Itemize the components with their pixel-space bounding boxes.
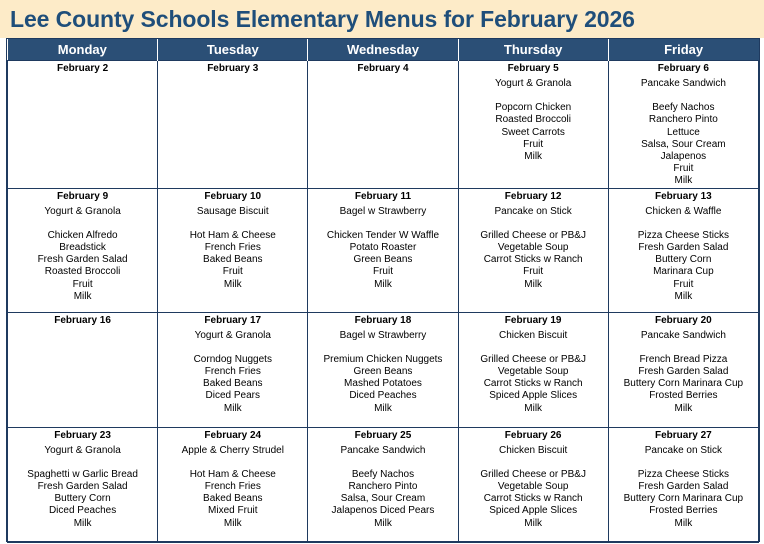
breakfast-item: Pancake Sandwich <box>640 78 726 89</box>
day-header-row <box>8 39 759 61</box>
lunch-item: Diced Peaches <box>349 390 417 402</box>
lunch-item: Hot Ham & Cheese <box>189 468 276 480</box>
day-date: February 23 <box>54 429 111 441</box>
lunch-item: Premium Chicken Nuggets <box>323 353 443 365</box>
lunch-item: Fresh Garden Salad <box>638 242 729 254</box>
lunch-item: Salsa, Sour Cream <box>340 493 426 505</box>
day-header-wednesday: Wednesday <box>308 39 458 61</box>
lunch-item: Milk <box>674 402 693 414</box>
day-header-monday: Monday <box>8 39 158 61</box>
lunch-item: Milk <box>374 517 392 529</box>
lunch-list <box>461 469 606 530</box>
lunch-item: Milk <box>674 517 693 529</box>
day-date: February 27 <box>655 429 712 441</box>
lunch-item: Milk <box>374 278 392 290</box>
breakfast-item: Pancake on Stick <box>644 444 722 456</box>
lunch-item: Carrot Sticks w Ranch <box>483 493 583 505</box>
day-cell <box>608 427 758 542</box>
breakfast-item: Pancake on Stick <box>494 205 572 217</box>
lunch-item: Marinara Cup <box>653 266 714 278</box>
lunch-item: Milk <box>674 175 693 187</box>
lunch-item: Beefy Nachos <box>652 102 715 114</box>
lunch-item: Sweet Carrots <box>501 126 565 138</box>
lunch-item: Fruit <box>673 278 694 290</box>
lunch-item: Potato Roaster <box>349 242 417 254</box>
day-cell <box>308 188 458 312</box>
day-cell <box>8 312 158 427</box>
day-date: February 6 <box>657 63 709 74</box>
day-cell <box>158 61 308 189</box>
week-row <box>8 312 759 427</box>
lunch-item: Jalapenos <box>660 151 707 163</box>
lunch-list <box>10 469 155 530</box>
lunch-item: Green Beans <box>353 366 413 378</box>
breakfast-item: Chicken Biscuit <box>498 329 568 341</box>
day-cell <box>608 61 758 189</box>
day-header-thursday: Thursday <box>458 39 608 61</box>
lunch-item: Fruit <box>222 266 243 278</box>
lunch-item: Milk <box>524 402 543 414</box>
lunch-item: Spiced Apple Slices <box>489 390 578 402</box>
week-row <box>8 61 759 189</box>
breakfast-item: Pancake Sandwich <box>340 444 426 456</box>
day-date: February 4 <box>357 63 409 74</box>
lunch-item: Vegetable Soup <box>497 366 569 378</box>
lunch-item: Fruit <box>673 163 694 175</box>
lunch-item: Chicken Tender W Waffle <box>326 229 440 241</box>
lunch-item: Ranchero Pinto <box>348 481 418 493</box>
day-cell <box>458 312 608 427</box>
day-cell <box>308 427 458 542</box>
day-date: February 3 <box>207 63 259 74</box>
lunch-list <box>160 469 305 530</box>
lunch-item: Pizza Cheese Sticks <box>637 229 729 241</box>
lunch-list <box>611 102 756 187</box>
day-date: February 18 <box>354 314 412 326</box>
day-date: February 5 <box>507 63 559 74</box>
lunch-item: Popcorn Chicken <box>495 102 572 114</box>
day-cell <box>308 312 458 427</box>
lunch-item: Milk <box>223 278 242 290</box>
day-date: February 12 <box>504 190 562 202</box>
lunch-item: Jalapenos Diced Pears <box>331 505 435 517</box>
lunch-item: French Fries <box>204 366 261 378</box>
lunch-item: Diced Pears <box>205 390 261 402</box>
day-date: February 17 <box>204 314 262 326</box>
lunch-item: Buttery Corn <box>54 493 111 505</box>
lunch-list <box>611 230 756 303</box>
lunch-item: Diced Peaches <box>48 505 117 517</box>
lunch-item: Baked Beans <box>203 378 263 390</box>
lunch-item: Fresh Garden Salad <box>37 254 128 266</box>
lunch-item: Vegetable Soup <box>497 481 569 493</box>
day-cell <box>158 188 308 312</box>
lunch-item: Pizza Cheese Sticks <box>637 468 729 480</box>
lunch-list <box>10 230 155 303</box>
week-row <box>8 188 759 312</box>
day-cell <box>608 312 758 427</box>
day-date: February 2 <box>57 63 109 74</box>
lunch-item: Corndog Nuggets <box>193 353 272 365</box>
lunch-item: Salsa, Sour Cream <box>641 138 726 150</box>
breakfast-item: Pancake Sandwich <box>640 329 726 341</box>
breakfast-item: Chicken & Waffle <box>645 205 722 217</box>
lunch-item: Grilled Cheese or PB&J <box>480 229 586 241</box>
lunch-item: Milk <box>374 402 392 414</box>
day-header-tuesday: Tuesday <box>158 39 308 61</box>
lunch-item: Fresh Garden Salad <box>37 481 128 493</box>
day-cell <box>158 427 308 542</box>
lunch-item: Grilled Cheese or PB&J <box>480 353 586 365</box>
lunch-item: Buttery Corn Marinara Cup <box>623 378 744 390</box>
breakfast-item: Yogurt & Granola <box>44 205 121 217</box>
lunch-item: Baked Beans <box>203 493 263 505</box>
lunch-item: French Bread Pizza <box>639 353 728 365</box>
breakfast-item: Bagel w Strawberry <box>339 329 427 341</box>
day-cell <box>158 312 308 427</box>
breakfast-item: Apple & Cherry Strudel <box>181 444 284 456</box>
lunch-item: Carrot Sticks w Ranch <box>483 254 583 266</box>
page-title: Lee County Schools Elementary Menus for February 2026 <box>10 6 635 32</box>
lunch-item: Vegetable Soup <box>497 242 569 254</box>
lunch-item: Breadstick <box>59 242 106 254</box>
lunch-item: Green Beans <box>353 254 413 266</box>
lunch-item: Fruit <box>523 266 544 278</box>
day-cell <box>8 427 158 542</box>
breakfast-item: Yogurt & Granola <box>194 329 271 341</box>
lunch-list <box>611 469 756 530</box>
lunch-item: French Fries <box>204 481 261 493</box>
lunch-list <box>461 354 606 415</box>
week-row <box>8 427 759 542</box>
day-cell <box>8 188 158 312</box>
lunch-item: Chicken Alfredo <box>47 229 118 241</box>
day-cell <box>608 188 758 312</box>
lunch-item: Fruit <box>72 278 93 290</box>
lunch-item: Milk <box>524 517 543 529</box>
menu-table <box>7 39 759 543</box>
lunch-list <box>461 102 606 163</box>
day-cell <box>8 61 158 189</box>
lunch-list <box>611 354 756 415</box>
breakfast-item: Yogurt & Granola <box>44 444 121 456</box>
lunch-item: Beefy Nachos <box>351 468 415 480</box>
lunch-item: Mixed Fruit <box>208 505 258 517</box>
day-date: February 25 <box>354 429 412 441</box>
breakfast-item: Chicken Biscuit <box>498 444 568 456</box>
lunch-item: Baked Beans <box>203 254 263 266</box>
day-date: February 16 <box>54 314 111 326</box>
title-bar <box>0 0 764 38</box>
day-date: February 19 <box>504 314 562 326</box>
day-date: February 20 <box>655 314 712 326</box>
lunch-list <box>160 230 305 291</box>
lunch-item: Roasted Broccoli <box>495 114 571 126</box>
lunch-item: Milk <box>73 517 92 529</box>
lunch-item: Hot Ham & Cheese <box>189 229 276 241</box>
breakfast-item: Sausage Biscuit <box>196 205 269 217</box>
lunch-list <box>310 230 455 291</box>
day-cell <box>308 61 458 189</box>
breakfast-item: Bagel w Strawberry <box>339 205 427 217</box>
day-cell <box>458 61 608 189</box>
lunch-item: Milk <box>73 290 92 302</box>
day-cell <box>458 188 608 312</box>
lunch-item: Milk <box>524 278 543 290</box>
day-date: February 26 <box>504 429 562 441</box>
day-date: February 24 <box>204 429 262 441</box>
day-date: February 11 <box>354 190 412 202</box>
lunch-item: Buttery Corn <box>655 254 712 266</box>
lunch-item: Carrot Sticks w Ranch <box>483 378 583 390</box>
day-header-friday: Friday <box>608 39 758 61</box>
lunch-list <box>461 230 606 291</box>
lunch-item: Frosted Berries <box>649 505 718 517</box>
lunch-item: Ranchero Pinto <box>648 114 718 126</box>
lunch-item: Milk <box>223 517 242 529</box>
day-date: February 9 <box>57 190 109 202</box>
day-date: February 10 <box>204 190 262 202</box>
day-date: February 13 <box>655 190 712 202</box>
lunch-item: Buttery Corn Marinara Cup <box>623 493 744 505</box>
lunch-item: Mashed Potatoes <box>344 378 422 390</box>
lunch-item: Milk <box>524 151 543 163</box>
lunch-item: Lettuce <box>666 126 700 138</box>
lunch-item: Spaghetti w Garlic Bread <box>27 468 138 480</box>
lunch-item: Grilled Cheese or PB&J <box>480 468 586 480</box>
lunch-item: Spiced Apple Slices <box>489 505 578 517</box>
breakfast-item: Yogurt & Granola <box>494 78 572 89</box>
lunch-list <box>160 354 305 415</box>
lunch-list <box>310 354 455 415</box>
lunch-item: Fruit <box>372 266 393 278</box>
lunch-item: Fruit <box>523 138 544 150</box>
lunch-item: Roasted Broccoli <box>44 266 121 278</box>
lunch-list <box>310 469 455 530</box>
lunch-item: Frosted Berries <box>649 390 718 402</box>
lunch-item: Fresh Garden Salad <box>638 481 729 493</box>
menu-calendar <box>6 38 760 542</box>
day-cell <box>458 427 608 542</box>
lunch-item: French Fries <box>204 242 261 254</box>
lunch-item: Milk <box>674 290 693 302</box>
lunch-item: Fresh Garden Salad <box>638 366 729 378</box>
lunch-item: Milk <box>223 402 242 414</box>
